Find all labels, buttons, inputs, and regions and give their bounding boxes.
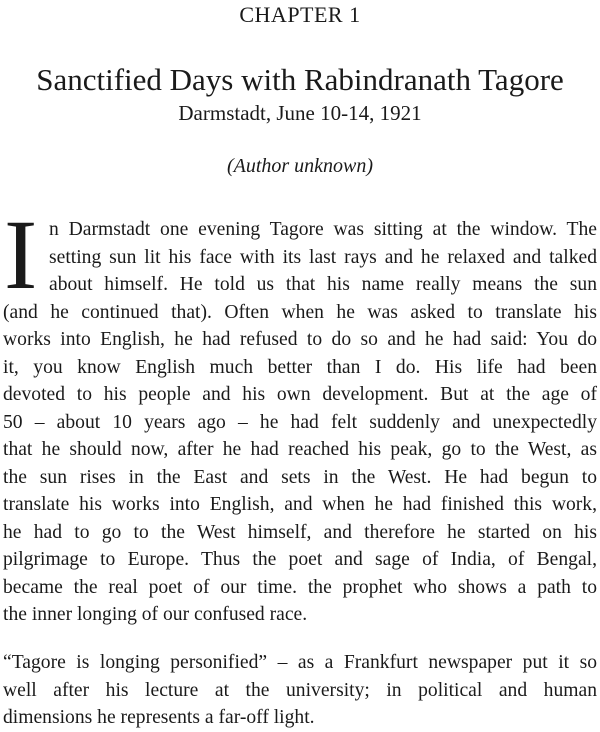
text-line: pilgrimage to Europe. Thus the poet and sage of India, of Bengal, (3, 549, 597, 570)
drop-cap: I (4, 199, 38, 310)
text-line: about himself. He told us that his name really means the sun (49, 274, 597, 295)
paragraph-1 (3, 216, 597, 629)
text-line: the inner longing of our confused race. (3, 604, 308, 625)
text-line: 50 – about 10 years ago – he had felt suddenly and unexpectedly (3, 411, 597, 433)
text-line: setting sun lit his face with its last rays and he relaxed and talked (49, 246, 597, 268)
text-line: (and he continued that). Often when he was asked to translate his (3, 301, 597, 323)
chapter-label: CHAPTER 1 (239, 2, 361, 27)
text-line: works into English, he had refused to do so and he had said: You do (3, 329, 597, 350)
text-line: n Darmstadt one evening Tagore was sitting at the window. The (49, 219, 597, 240)
text-line: well after his lecture at the university; in political and human (3, 679, 597, 701)
text-line: he had to go to the West himself, and therefore he started on his (3, 521, 597, 543)
text-line: dimensions he represents a far-off light. (3, 707, 315, 728)
paragraph-2 (3, 649, 597, 732)
place-date: Darmstadt, June 10-14, 1921 (178, 101, 422, 125)
text-line: the sun rises in the East and sets in the West. He had begun to (3, 466, 597, 488)
text-line: devoted to his people and his own development. But at the age of (3, 384, 597, 405)
text-line: that he should now, after he had reached his peak, go to the West, as (3, 439, 597, 460)
chapter-title: Sanctified Days with Rabindranath Tagore (36, 62, 564, 97)
text-line: translate his works into English, and when he had finished this work, (3, 494, 597, 515)
text-line: became the real poet of our time. the prophet who shows a path to (3, 576, 597, 598)
author-note: (Author unknown) (226, 155, 374, 177)
text-line: “Tagore is longing personified” – as a Frankfurt newspaper put it so (3, 652, 597, 673)
text-line: it, you know English much better than I do. His life had been (3, 356, 597, 378)
